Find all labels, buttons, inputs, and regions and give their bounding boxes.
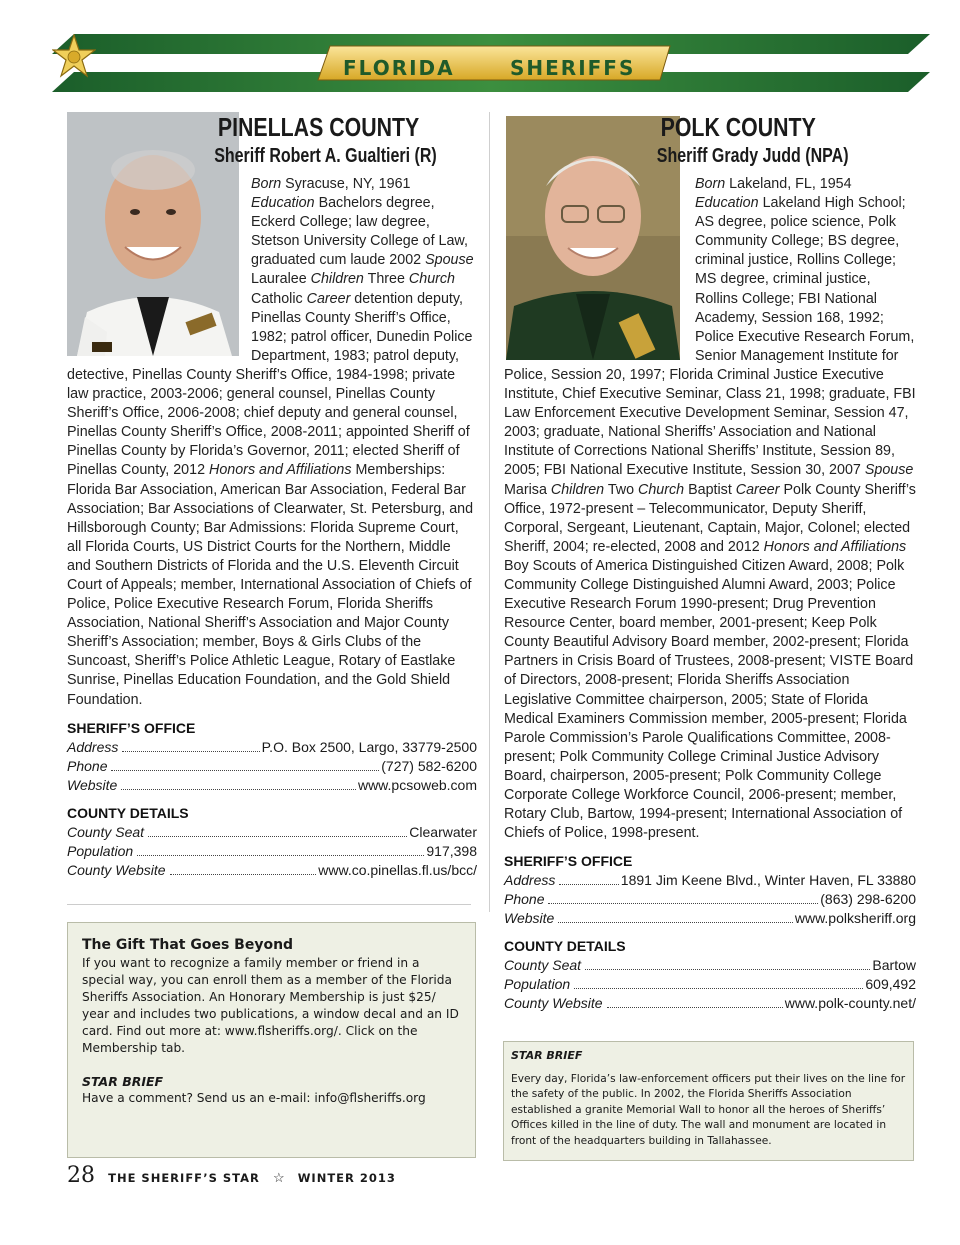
info-row [504, 890, 916, 909]
bio-text: Boy Scouts of America Distinguished Citizen Award, 2008; Polk Community College Distinguished Alumni Award, 2003; Police Executive Research Forum 1990-present; Drug Prevention Resource Center, board member, 2001-present; Keep Polk County Beautiful Advisory Board member, 2002-present; Florida Partners in Crisis Board of Trustees, 2008-present; VISTE Board of Directors, 2008-present; Florida Sheriffs Association Legislative Committee chairperson, 2005; State of Florida Medical Examiners Commission member, 2005-present; Florida Parole Commission’s Parole Qualifications Committee, 2008-present; Polk Community College Criminal Justice Advisory Board, chairperson, 2005-present; Polk Community College Corporate College Workforce Council, 2006-present; member, Rotary Club, Bartow, 1994-present; International Association of Chiefs of Police, 1998-present. [504, 557, 914, 842]
info-row [67, 738, 477, 757]
bio-text: Bachelors degree, Eckerd College; law degree, Stetson University College of Law, graduated cum laude 2002 [251, 195, 468, 269]
info-label: Phone [504, 891, 545, 908]
gift-title: The Gift That Goes Beyond [82, 937, 294, 953]
dot-leader [607, 1007, 783, 1008]
info-label: Website [504, 910, 555, 927]
sheriff-star-icon [52, 34, 96, 78]
polk-details-list [504, 956, 916, 1013]
pinellas-details-heading: COUNTY DETAILS [67, 804, 189, 821]
bio-text: Catholic [251, 290, 307, 307]
footer-star-icon: ☆ [272, 1171, 285, 1186]
bio-label: Education [695, 195, 759, 212]
gift-callout-box [67, 922, 476, 1158]
info-row [504, 975, 916, 994]
bio-text: Marisa [504, 481, 551, 498]
info-label: Population [67, 842, 134, 859]
info-label: Website [67, 776, 118, 793]
info-label: Population [504, 976, 571, 993]
pinellas-details-list [67, 823, 477, 880]
info-label: Address [504, 872, 556, 889]
info-row [67, 861, 477, 880]
bio-label: Church [638, 481, 685, 498]
pinellas-office-list [67, 738, 477, 795]
info-label: County Seat [67, 823, 145, 840]
bio-text: Polk County Sheriff’s Office, 1972-present – Telecommunicator, Deputy Sheriff, Corporal, Sergeant, Lieutenant, Captain, Major, Colonel; elected Sheriff, 2004; re-elected, 2008 and 2012 [504, 481, 916, 555]
issue-label: WINTER 2013 [297, 1171, 396, 1185]
info-value: P.O. Box 2500, Largo, 33779-2500 [261, 738, 477, 755]
banner-stripe [52, 34, 930, 92]
bio-label: Spouse [425, 252, 474, 269]
info-value: www.polksheriff.org [794, 910, 916, 927]
info-row [67, 842, 477, 861]
polk-office-heading: SHERIFF’S OFFICE [504, 853, 633, 870]
banner-word-florida: FLORIDA [343, 56, 455, 80]
banner-word-sheriffs: SHERIFFS [510, 56, 636, 80]
pinellas-office-heading: SHERIFF’S OFFICE [67, 719, 196, 736]
info-value: www.pcsoweb.com [357, 776, 477, 793]
bio-label: Career [306, 290, 351, 307]
dot-leader [121, 789, 356, 790]
info-label: County Website [67, 861, 166, 878]
info-label: Phone [67, 757, 108, 774]
bio-label: Spouse [864, 462, 914, 479]
pinellas-county-heading: PINELLAS COUNTY [217, 112, 420, 142]
bio-label: Children [310, 271, 364, 288]
info-value: Clearwater [409, 823, 477, 840]
polk-details-heading: COUNTY DETAILS [504, 938, 626, 955]
bio-text: Lauralee [251, 271, 311, 288]
info-row [67, 776, 477, 795]
dot-leader [122, 751, 259, 752]
dot-leader [559, 884, 618, 885]
column-divider [489, 112, 490, 912]
pinellas-column [67, 112, 477, 880]
info-label: Address [67, 738, 119, 755]
polk-county-heading: POLK COUNTY [660, 112, 816, 142]
dot-leader [137, 855, 424, 856]
info-label: County Seat [504, 957, 582, 974]
star-brief-title: STAR BRIEF [511, 1049, 583, 1062]
gift-body: If you want to recognize a family member or friend in a special way, you can enroll them as a member of the Florida Sheriffs Association. An Honorary Membership is just $25/ year and includes two publications, a window decal and an ID card. Find out more at: www.flsheriffs.org/. Click on the Membership tab. [82, 956, 459, 1055]
info-value: 917,398 [426, 842, 477, 859]
bio-label: Career [735, 481, 780, 498]
magazine-title: THE SHERIFF’S STAR [108, 1171, 260, 1185]
bio-text: detention deputy, Pinellas County Sheriff’s Office, 1982; patrol officer, Dunedin Police Department, 1983; patrol deputy, detective, Pinellas County Sheriff’s Office, 1984-1998; private law practice, 2003-2006; general counsel, Pinellas County Sheriff’s Office, 2006-2008; chief deputy and general counsel, Pinellas County Sheriff’s Office, 2008-2011; appointed Sheriff of Pinellas County by Florida’s Governor, 2011; elected Sheriff of Pinellas County, 2012 [67, 290, 473, 479]
page-number: 28 [67, 1163, 95, 1188]
dot-leader [585, 969, 870, 970]
dot-leader [548, 903, 818, 904]
bio-label: Honors and Affiliations [763, 538, 907, 555]
page-footer [67, 1163, 396, 1188]
polk-office-list [504, 871, 916, 928]
bio-label: Children [550, 481, 605, 498]
dot-leader [148, 836, 407, 837]
gift-brief-title: STAR BRIEF [82, 1074, 164, 1089]
info-value: www.co.pinellas.fl.us/bcc/ [318, 861, 477, 878]
star-brief-box [503, 1041, 914, 1161]
info-row [504, 956, 916, 975]
info-row [67, 757, 477, 776]
bio-label: Education [251, 195, 315, 212]
info-label: County Website [504, 995, 603, 1012]
gift-brief-body: Have a comment? Send us an e-mail: info@flsheriffs.org [82, 1091, 426, 1105]
dot-leader [170, 874, 317, 875]
polk-column [504, 112, 916, 1013]
bio-label: Born [695, 176, 726, 192]
info-row [504, 994, 916, 1013]
bio-text: Lakeland High School; AS degree, police science, Polk Community College; BS degree, criminal justice, Rollins College; MS degree, criminal justice, Rollins College; FBI National Academy, Session 168, 1992; Police Executive Research Forum, Senior Management Institute for Police, Session 20, 1997; Florida Criminal Justice Executive Institute, Chief Executive Seminar, Class 21, 1998; graduate, FBI Law Enforcement Executive Development Seminar, Session 47, 2003; graduate, National Sheriffs’ Association and National Institute of Corrections National Sheriffs’ Institute, Session 89, 2005; FBI National Executive Institute, Session 30, 2007 [504, 195, 916, 479]
info-row [504, 871, 916, 890]
dot-leader [558, 922, 793, 923]
bio-text: Two [604, 481, 639, 498]
info-value: Bartow [872, 957, 916, 974]
info-value: 1891 Jim Keene Blvd., Winter Haven, FL 33880 [620, 872, 916, 889]
bio-label: Born [251, 176, 282, 192]
info-value: (863) 298-6200 [820, 891, 916, 908]
bio-text: Three [363, 271, 409, 288]
bio-text: Baptist [684, 481, 736, 498]
bio-text: Lakeland, FL, 1954 [725, 176, 852, 192]
info-value: www.polk-county.net/ [784, 995, 916, 1012]
dot-leader [574, 988, 863, 989]
dot-leader [111, 770, 379, 771]
info-row [504, 909, 916, 928]
info-value: (727) 582-6200 [381, 757, 477, 774]
bio-text: Syracuse, NY, 1961 [281, 176, 411, 192]
star-brief-body: Every day, Florida’s law-enforcement officers put their lives on the line for the safety of the public. In 2002, the Florida Sheriffs Association established a granite Memorial Wall to honor all the heroes of Sheriffs’ Offices killed in the line of duty. The wall and monument are located in front of the headquarters building in Tallahassee. [511, 1072, 906, 1147]
bio-text: Memberships: Florida Bar Association, American Bar Association, Federal Bar Association; Bar Associations of Clearwater, St. Petersburg, and Hillsborough County; Bar Admissions: Florida Supreme Court, all Florida Courts, US District Courts for the Northern, Middle and Southern Districts of Florida and the U.S. Eleventh Circuit Court of Appeals; member, International Association of Chiefs of Police, Police Executive Research Forum, Florida Sheriffs Association, National Sheriff’s Association and Major County Sheriff’s Association; member, Boys & Girls Clubs of the Suncoast, Sheriff’s Police Athletic League, Rotary of Eastlake Sunrise, Pinellas Education Foundation, and the Gold Shield Foundation. [67, 462, 474, 708]
info-row [67, 823, 477, 842]
pinellas-sheriff-name: Sheriff Robert A. Gualtieri (R) [214, 145, 437, 167]
masthead-banner [52, 34, 930, 92]
bio-label: Honors and Affiliations [209, 462, 352, 479]
section-rule [67, 904, 471, 905]
bio-label: Church [408, 271, 456, 288]
info-value: 609,492 [865, 976, 916, 993]
polk-sheriff-name: Sheriff Grady Judd (NPA) [656, 145, 849, 167]
